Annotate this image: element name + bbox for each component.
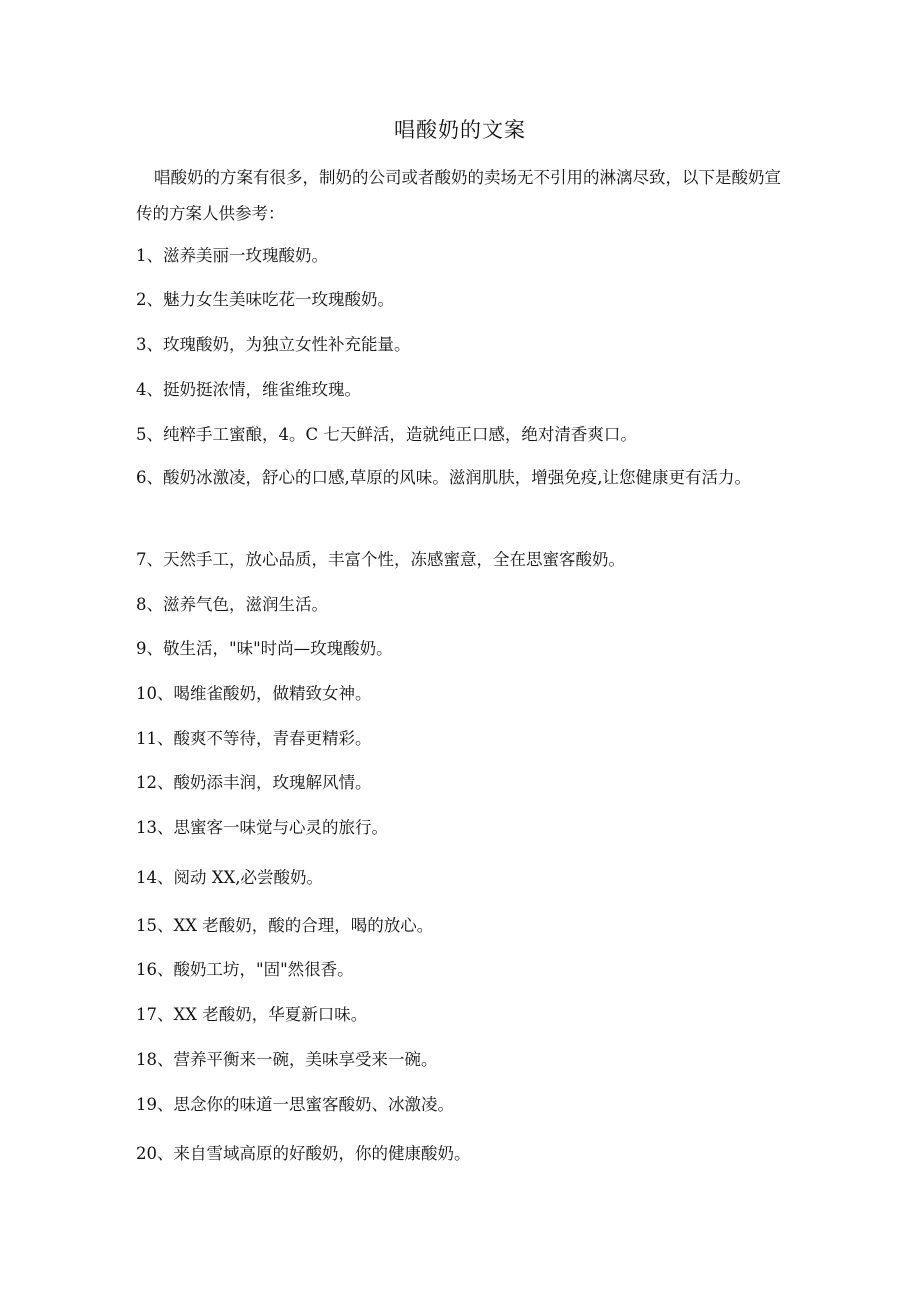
slogan-item-18: 18、营养平衡来一碗，美味享受来一碗。 (136, 1050, 438, 1069)
slogan-item-2: 2、魅力女生美味吃花一玫瑰酸奶。 (136, 290, 394, 309)
slogan-item-10: 10、喝维雀酸奶，做精致女神。 (136, 684, 372, 703)
slogan-item-12: 12、酸奶添丰润，玫瑰解风情。 (136, 773, 372, 792)
slogan-item-17: 17、XX 老酸奶，华夏新口味。 (136, 1005, 368, 1024)
slogan-item-6: 6、酸奶冰激凌，舒心的口感,草原的风味。滋润肌肤，增强免疫,让您健康更有活力。 (136, 468, 751, 487)
slogan-item-4: 4、挺奶挺浓情，维雀维玫瑰。 (136, 380, 361, 399)
slogan-item-9: 9、敬生活，"味"时尚—玫瑰酸奶。 (136, 639, 393, 658)
slogan-item-13: 13、思蜜客一味觉与心灵的旅行。 (136, 818, 388, 837)
slogan-item-11: 11、酸爽不等待，青春更精彩。 (136, 729, 372, 748)
slogan-item-5: 5、纯粹手工蜜酿，4。C 七天鲜活，造就纯正口感，绝对清香爽口。 (136, 425, 637, 444)
slogan-item-7: 7、天然手工，放心品质，丰富个性，冻感蜜意，全在思蜜客酸奶。 (136, 550, 625, 569)
slogan-item-8: 8、滋养气色，滋润生活。 (136, 595, 328, 614)
slogan-item-20: 20、来自雪域高原的好酸奶，你的健康酸奶。 (136, 1144, 471, 1163)
slogan-item-3: 3、玫瑰酸奶，为独立女性补充能量。 (136, 335, 411, 354)
document-title: 唱酸奶的文案 (394, 118, 526, 142)
intro-paragraph: 唱酸奶的方案有很多，制奶的公司或者酸奶的卖场无不引用的淋漓尽致，以下是酸奶宣传的方案人供参考： (136, 168, 781, 223)
slogan-item-19: 19、思念你的味道一思蜜客酸奶、冰激凌。 (136, 1095, 454, 1114)
slogan-item-16: 16、酸奶工坊，"固"然很香。 (136, 960, 354, 979)
slogan-item-14: 14、阅动 XX,必尝酸奶。 (136, 868, 323, 887)
slogan-item-15: 15、XX 老酸奶，酸的合理，喝的放心。 (136, 916, 434, 935)
slogan-item-1: 1、滋养美丽一玫瑰酸奶。 (136, 246, 328, 265)
